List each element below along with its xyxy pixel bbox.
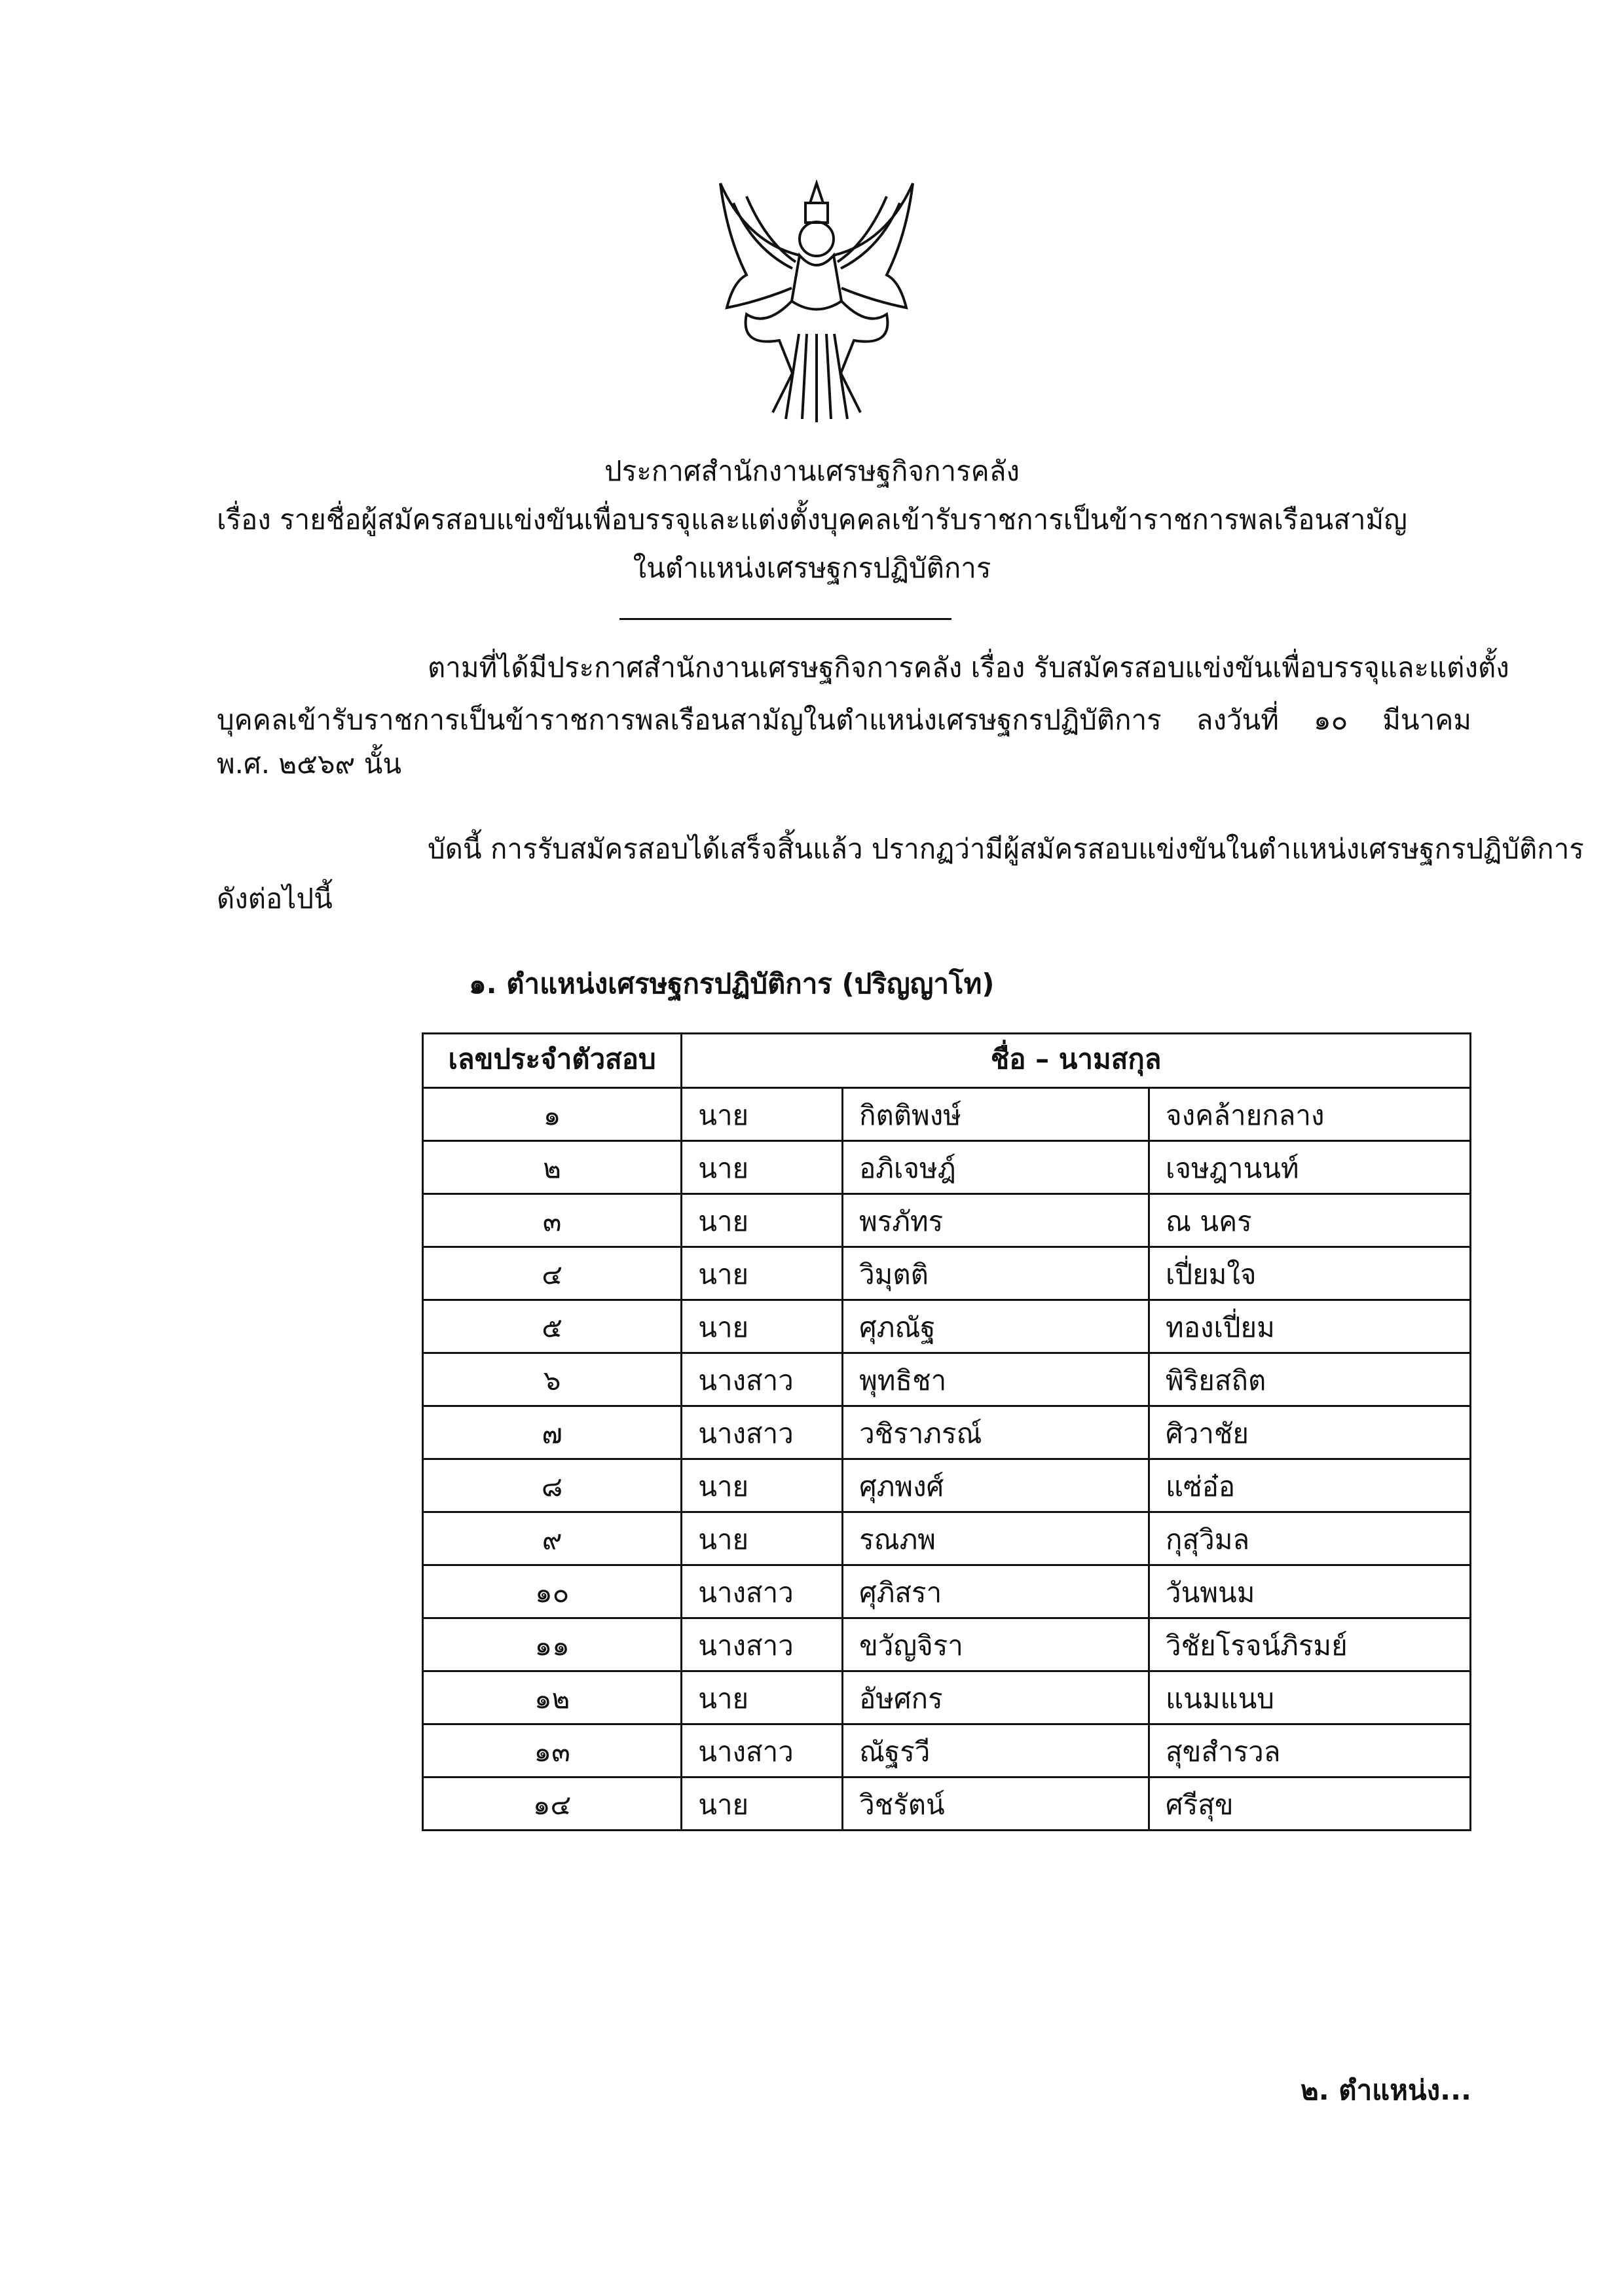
cell-title: นางสาว	[682, 1618, 843, 1671]
table-row	[423, 1353, 1471, 1406]
header-full-name: ชื่อ – นามสกุล	[682, 1034, 1471, 1088]
table-row	[423, 1194, 1471, 1247]
cell-first-name: กิตติพงษ์	[843, 1088, 1149, 1141]
announcement-subject: เรื่อง รายชื่อผู้สมัครสอบแข่งขันเพื่อบรรจุและแต่งตั้งบุคคลเข้ารับราชการเป็นข้าราชการพลเรือนสามัญ	[217, 503, 1407, 536]
cell-title: นางสาว	[682, 1353, 843, 1406]
applicant-table	[422, 1032, 1471, 1831]
cell-first-name: ศุภพงศ์	[843, 1459, 1149, 1512]
paragraph-1-line-2: บุคคลเข้ารับราชการเป็นข้าราชการพลเรือนสามัญในตำแหน่งเศรษฐกรปฏิบัติการ ลงวันที่ ๑๐ มีนาคม	[217, 704, 1471, 736]
cell-exam-id: ๖	[423, 1353, 682, 1406]
cell-exam-id: ๑๒	[423, 1671, 682, 1724]
table-row	[423, 1141, 1471, 1194]
cell-last-name: เปี่ยมใจ	[1149, 1247, 1471, 1300]
table-row	[423, 1088, 1471, 1141]
cell-exam-id: ๑๔	[423, 1777, 682, 1831]
cell-first-name: ขวัญจิรา	[843, 1618, 1149, 1671]
title-divider	[619, 618, 951, 620]
table-row	[423, 1671, 1471, 1724]
table-row	[423, 1565, 1471, 1618]
cell-title: นาย	[682, 1247, 843, 1300]
paragraph-2-line-1: บัดนี้ การรับสมัครสอบได้เสร็จสิ้นแล้ว ปรากฏว่ามีผู้สมัครสอบแข่งขันในตำแหน่งเศรษฐกรปฏิบัติการ	[428, 833, 1584, 865]
cell-title: นาย	[682, 1512, 843, 1565]
cell-last-name: ศรีสุข	[1149, 1777, 1471, 1831]
cell-first-name: รณภพ	[843, 1512, 1149, 1565]
announcement-position: ในตำแหน่งเศรษฐกรปฏิบัติการ	[633, 552, 991, 584]
cell-first-name: ณัฐรวี	[843, 1724, 1149, 1777]
garuda-emblem	[707, 177, 926, 426]
cell-last-name: แซ่อ๋อ	[1149, 1459, 1471, 1512]
cell-title: นาย	[682, 1141, 843, 1194]
continuation-marker: ๒. ตำแหน่ง...	[1301, 2074, 1471, 2106]
cell-exam-id: ๙	[423, 1512, 682, 1565]
table-row	[423, 1247, 1471, 1300]
cell-title: นาย	[682, 1777, 843, 1831]
cell-first-name: วิชรัตน์	[843, 1777, 1149, 1831]
cell-exam-id: ๔	[423, 1247, 682, 1300]
cell-last-name: ณ นคร	[1149, 1194, 1471, 1247]
cell-title: นาย	[682, 1300, 843, 1353]
cell-first-name: อัษศกร	[843, 1671, 1149, 1724]
cell-first-name: ศุภิสรา	[843, 1565, 1149, 1618]
cell-title: นาย	[682, 1088, 843, 1141]
cell-exam-id: ๗	[423, 1406, 682, 1459]
cell-last-name: วันพนม	[1149, 1565, 1471, 1618]
cell-title: นาย	[682, 1194, 843, 1247]
cell-first-name: พรภัทร	[843, 1194, 1149, 1247]
cell-last-name: ศิวาชัย	[1149, 1406, 1471, 1459]
cell-first-name: วชิราภรณ์	[843, 1406, 1149, 1459]
cell-exam-id: ๓	[423, 1194, 682, 1247]
table-row	[423, 1777, 1471, 1831]
table-row	[423, 1300, 1471, 1353]
cell-exam-id: ๕	[423, 1300, 682, 1353]
table-row	[423, 1406, 1471, 1459]
cell-title: นางสาว	[682, 1724, 843, 1777]
cell-first-name: พุทธิชา	[843, 1353, 1149, 1406]
cell-first-name: ศุภณัฐ	[843, 1300, 1149, 1353]
announcement-title: ประกาศสำนักงานเศรษฐกิจการคลัง	[604, 455, 1020, 487]
cell-title: นางสาว	[682, 1565, 843, 1618]
paragraph-1-line-3: พ.ศ. ๒๕๖๙ นั้น	[217, 748, 402, 780]
cell-title: นางสาว	[682, 1406, 843, 1459]
cell-last-name: จงคล้ายกลาง	[1149, 1088, 1471, 1141]
cell-exam-id: ๑๑	[423, 1618, 682, 1671]
cell-title: นาย	[682, 1671, 843, 1724]
paragraph-1-line-1: ตามที่ได้มีประกาศสำนักงานเศรษฐกิจการคลัง เรื่อง รับสมัครสอบแข่งขันเพื่อบรรจุและแต่งตั้ง	[428, 651, 1509, 683]
cell-last-name: เจษฎานนท์	[1149, 1141, 1471, 1194]
cell-title: นาย	[682, 1459, 843, 1512]
cell-last-name: ทองเปี่ยม	[1149, 1300, 1471, 1353]
table-header-row	[423, 1034, 1471, 1088]
table-row	[423, 1459, 1471, 1512]
cell-last-name: วิชัยโรจน์ภิรมย์	[1149, 1618, 1471, 1671]
cell-last-name: แนมแนบ	[1149, 1671, 1471, 1724]
cell-last-name: กุสุวิมล	[1149, 1512, 1471, 1565]
cell-exam-id: ๘	[423, 1459, 682, 1512]
table-row	[423, 1512, 1471, 1565]
cell-last-name: พิริยสถิต	[1149, 1353, 1471, 1406]
cell-last-name: สุขสำรวล	[1149, 1724, 1471, 1777]
section-heading: ๑. ตำแหน่งเศรษฐกรปฏิบัติการ (ปริญญาโท)	[469, 968, 995, 1000]
header-exam-id: เลขประจำตัวสอบ	[423, 1034, 682, 1088]
table-row	[423, 1724, 1471, 1777]
cell-exam-id: ๑๓	[423, 1724, 682, 1777]
cell-first-name: อภิเจษฎ์	[843, 1141, 1149, 1194]
cell-exam-id: ๑	[423, 1088, 682, 1141]
cell-exam-id: ๑๐	[423, 1565, 682, 1618]
cell-exam-id: ๒	[423, 1141, 682, 1194]
table-row	[423, 1618, 1471, 1671]
paragraph-2-line-2: ดังต่อไปนี้	[217, 883, 333, 915]
cell-first-name: วิมุตติ	[843, 1247, 1149, 1300]
